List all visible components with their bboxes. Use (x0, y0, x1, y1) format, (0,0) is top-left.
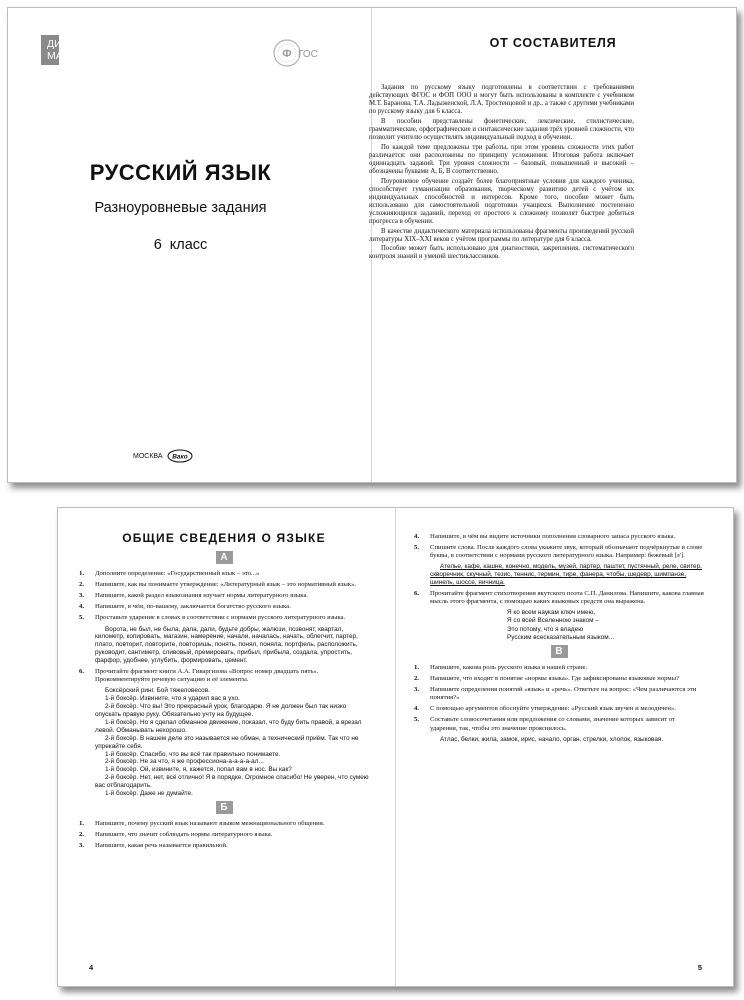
stress-word-list: Ворота, не был, не была, дала, дали, будьте добры, жалюзи, позвонят, квартал, километр, копировать, магазин, намерение, начали, началась, начать, облегчит, партер, плато, повторит, повторите, повторишь, понять, понял, поняла, портфель, расположить, руководит, сантиметр, сливовый, премировать, прибыл, прибыла, создала, упростить, фарфор, удобнее, углубить, формировать, цемент. (95, 625, 358, 665)
homograph-word-list: Атлас, белки, жила, замок, ирис, начало, орган, стрелки, хлопок, языковая. (440, 735, 664, 743)
lesson-spread (57, 507, 734, 987)
preface-text (369, 84, 634, 263)
dialogue-line: 1-й боксёр. Даже не думайте. (105, 790, 193, 798)
dialogue-line: 1-й боксёр. Но я сделал обманное движение, показал, что буду бить правой, а врезал левой. Обманывать нехорошо. (95, 718, 362, 734)
dialogue-line: 2-й боксёр. Нет, нет, всё отлично! Я в порядке. Огромное спасибо! Не уверен, что сумею вас отблагодарить. (95, 774, 369, 790)
task-item: 4. Напишите, в чём вы видите источники пополнения словарного запаса русского языка. (414, 533, 676, 540)
svg-text:Ф: Ф (282, 48, 292, 60)
sound-word-list: Ателье, кафе, кашне, конечно, модель, музей, партер, паштет, пустячный, реле, свитер, скворечник, скучный, тезис, теннис, термин, тире, фанера, чтобы, шедевр, шимпанзе, шинель, шоссе, яичница. (430, 563, 702, 587)
publisher-city: МОСКВА (133, 452, 163, 460)
dialogue-line: 2-й боксёр. В нашем деле это называется не обман, а технический приём. Так что не упрекайте себя. (95, 734, 359, 750)
book-grade: 6 класс (153, 237, 208, 253)
poem-line: Русским всесказательным языком... (507, 633, 615, 641)
book-title: РУССКИЙ ЯЗЫК (89, 160, 272, 185)
page-number-right: 5 (697, 963, 702, 972)
fgos-logo (272, 35, 332, 71)
task-item: 5. Спишите слова. После каждого слова укажите звук, который обозначают подчёркнутые в слове буквы, в соответствии с нормами русского литературного языка. Например: бежевый [ǝ']. (414, 544, 703, 560)
preface-paragraph: В качестве дидактического материала использованы фрагменты произведений русской литературы XIX–XXI веков с учётом программы по литературе для 6 класса. (369, 227, 634, 243)
dialogue-line: 2-й боксёр. Не за что, я же профессиона-а-а-а-а-ал... (105, 758, 264, 766)
right-page-column (414, 533, 704, 747)
logo-line-1: ДИДАКТИЧЕСКИЕ (47, 38, 139, 50)
task-item: 6. Прочитайте фрагмент книги А.А. Гиваргизова «Вопрос номер двадцать пять». Прокомментируйте речевую ситуацию и её элементы. (79, 668, 319, 684)
svg-text:ГОС: ГОС (298, 49, 318, 60)
level-a-badge: А (216, 551, 233, 564)
level-v-badge: В (551, 645, 568, 658)
book-subtitle: Разноуровневые задания (94, 200, 267, 216)
cover-spread (7, 7, 737, 483)
task-item: 1. Напишите, почему русский язык называют языком межнационального общения. (79, 819, 325, 827)
dialogue-line: 1-й боксёр. Извините, что я ударил вас в ухо. (105, 695, 240, 703)
task-item: 4. Напишите, в чём, по-вашему, заключается богатство русского языка. (79, 603, 291, 611)
poem-fragment (507, 609, 704, 642)
task-item: 6. Прочитайте фрагмент стихотворения якутского поэта С.П. Данилова. Напишите, какова главная мысль этого фрагмента, с помощью каких языковых средств она выражена. (414, 590, 704, 606)
task-item: 5. Составьте словосочетания или предложения со словами, значение которых зависит от ударения, так, чтобы это значение прояснилось. (414, 716, 676, 732)
level-b-badge: Б (216, 801, 233, 814)
preface-paragraph: Пособие может быть использовано для диагностики, закрепления, систематического контроля знаний и умений шестиклассников. (369, 245, 634, 261)
preface-paragraph: Задания по русскому языку подготовлены в соответствии с требованиями действующих ФГОС и ФОП ООО и могут быть использованы в комплекте с учебником М.Т. Баранова, Т.А. Ладыженской, Л.А. Тростенцовой и др., а также с другими учебниками по русскому языку для 6 класса. (369, 84, 634, 116)
task-item: 2. Напишите, что значит соблюдать нормы литературного языка. (79, 831, 273, 839)
left-page-column (79, 533, 369, 853)
publisher-name: Вако (171, 453, 188, 461)
task-item: 2. Напишите, как вы понимаете утверждение: «Литературный язык – это нормативный язык». (79, 581, 357, 589)
task-item: 1. Напишите, какова роль русского языка в нашей стране. (414, 664, 588, 671)
task-item: 3. Напишите определения понятий «язык» и «речь». Ответьте на вопрос: «Чем различаются эти понятия?» (414, 686, 697, 702)
dialogue-line: Боксёрский ринг. Бой тяжеловесов. (105, 687, 210, 695)
section-title: ОБЩИЕ СВЕДЕНИЯ О ЯЗЫКЕ (122, 531, 326, 545)
task-item: 3. Напишите, какая речь называется правильной. (79, 842, 228, 850)
poem-line: Я ко всем наукам ключ имею, (507, 609, 596, 617)
task-item: 1. Дополните определение: «Государственный язык – это...» (79, 570, 260, 578)
task-item: 4. С помощью аргументов обоснуйте утверждение: «Русский язык звучен и мелодичен». (414, 705, 676, 713)
poem-line: Я со всей Вселенною знаком – (507, 617, 599, 625)
preface-paragraph: В пособии представлены фонетические, лексические, стилистические, грамматические, орфографические и синтаксические задания трёх уровней сложности, что позволит учителю осуществлять индивидуальный подход в обучении. (369, 117, 634, 142)
boxing-dialogue (79, 687, 369, 798)
logo-line-2: МАТЕРИАЛЫ (47, 50, 138, 62)
page-number-left: 4 (89, 963, 94, 972)
vako-logo (167, 449, 193, 463)
dialogue-line: 1-й боксёр. Спасибо, что вы всё так правильно понимаете. (105, 750, 281, 758)
didactic-materials-logo (41, 35, 138, 65)
preface-heading: ОТ СОСТАВИТЕЛЯ (489, 36, 617, 50)
publisher-line (133, 449, 193, 463)
poem-line: Это потому, что я владею (507, 625, 583, 633)
dialogue-line: 1-й боксёр. Ой, извините, я, кажется, попал вам в нос. Вы как? (105, 766, 292, 774)
preface-paragraph: Поуровневое обучение создаёт более благоприятные условия для каждого ученика, способствует гуманизации образования, творческому развитию детей с учётом их индивидуальных способностей и интересов. Кроме того, пособие может быть использовано для самостоятельной подготовки учащихся. Выполнение постепенно усложняющихся заданий, переход от простого к сложному позволят быстрее добиться прогресса в обучении. (369, 177, 634, 225)
task-item: 3. Напишите, какой раздел языкознания изучает нормы литературного языка. (79, 592, 309, 600)
task-item: 5. Проставьте ударение в словах в соответствии с нормами русского литературного языка. (79, 614, 346, 622)
preface-paragraph: По каждой теме предложены три работы, при этом уровень сложности этих работ различается: они расположены по принципу усложнения. Итоговая работа включает одиннадцать заданий. Три уровня сложности – базовый, повышенный и высокий – обозначены буквами А, Б, В соответственно. (369, 143, 634, 175)
fold-line (395, 508, 396, 986)
task-item: 2. Напишите, что входит в понятие «нормы языка». Где зафиксированы языковые нормы? (414, 675, 680, 683)
dialogue-line: 2-й боксёр. Что вы! Это прекрасный урок, благодарю. Я не должен был так низко опускать правую руку. Обязательно учту на будущее. (95, 703, 347, 718)
